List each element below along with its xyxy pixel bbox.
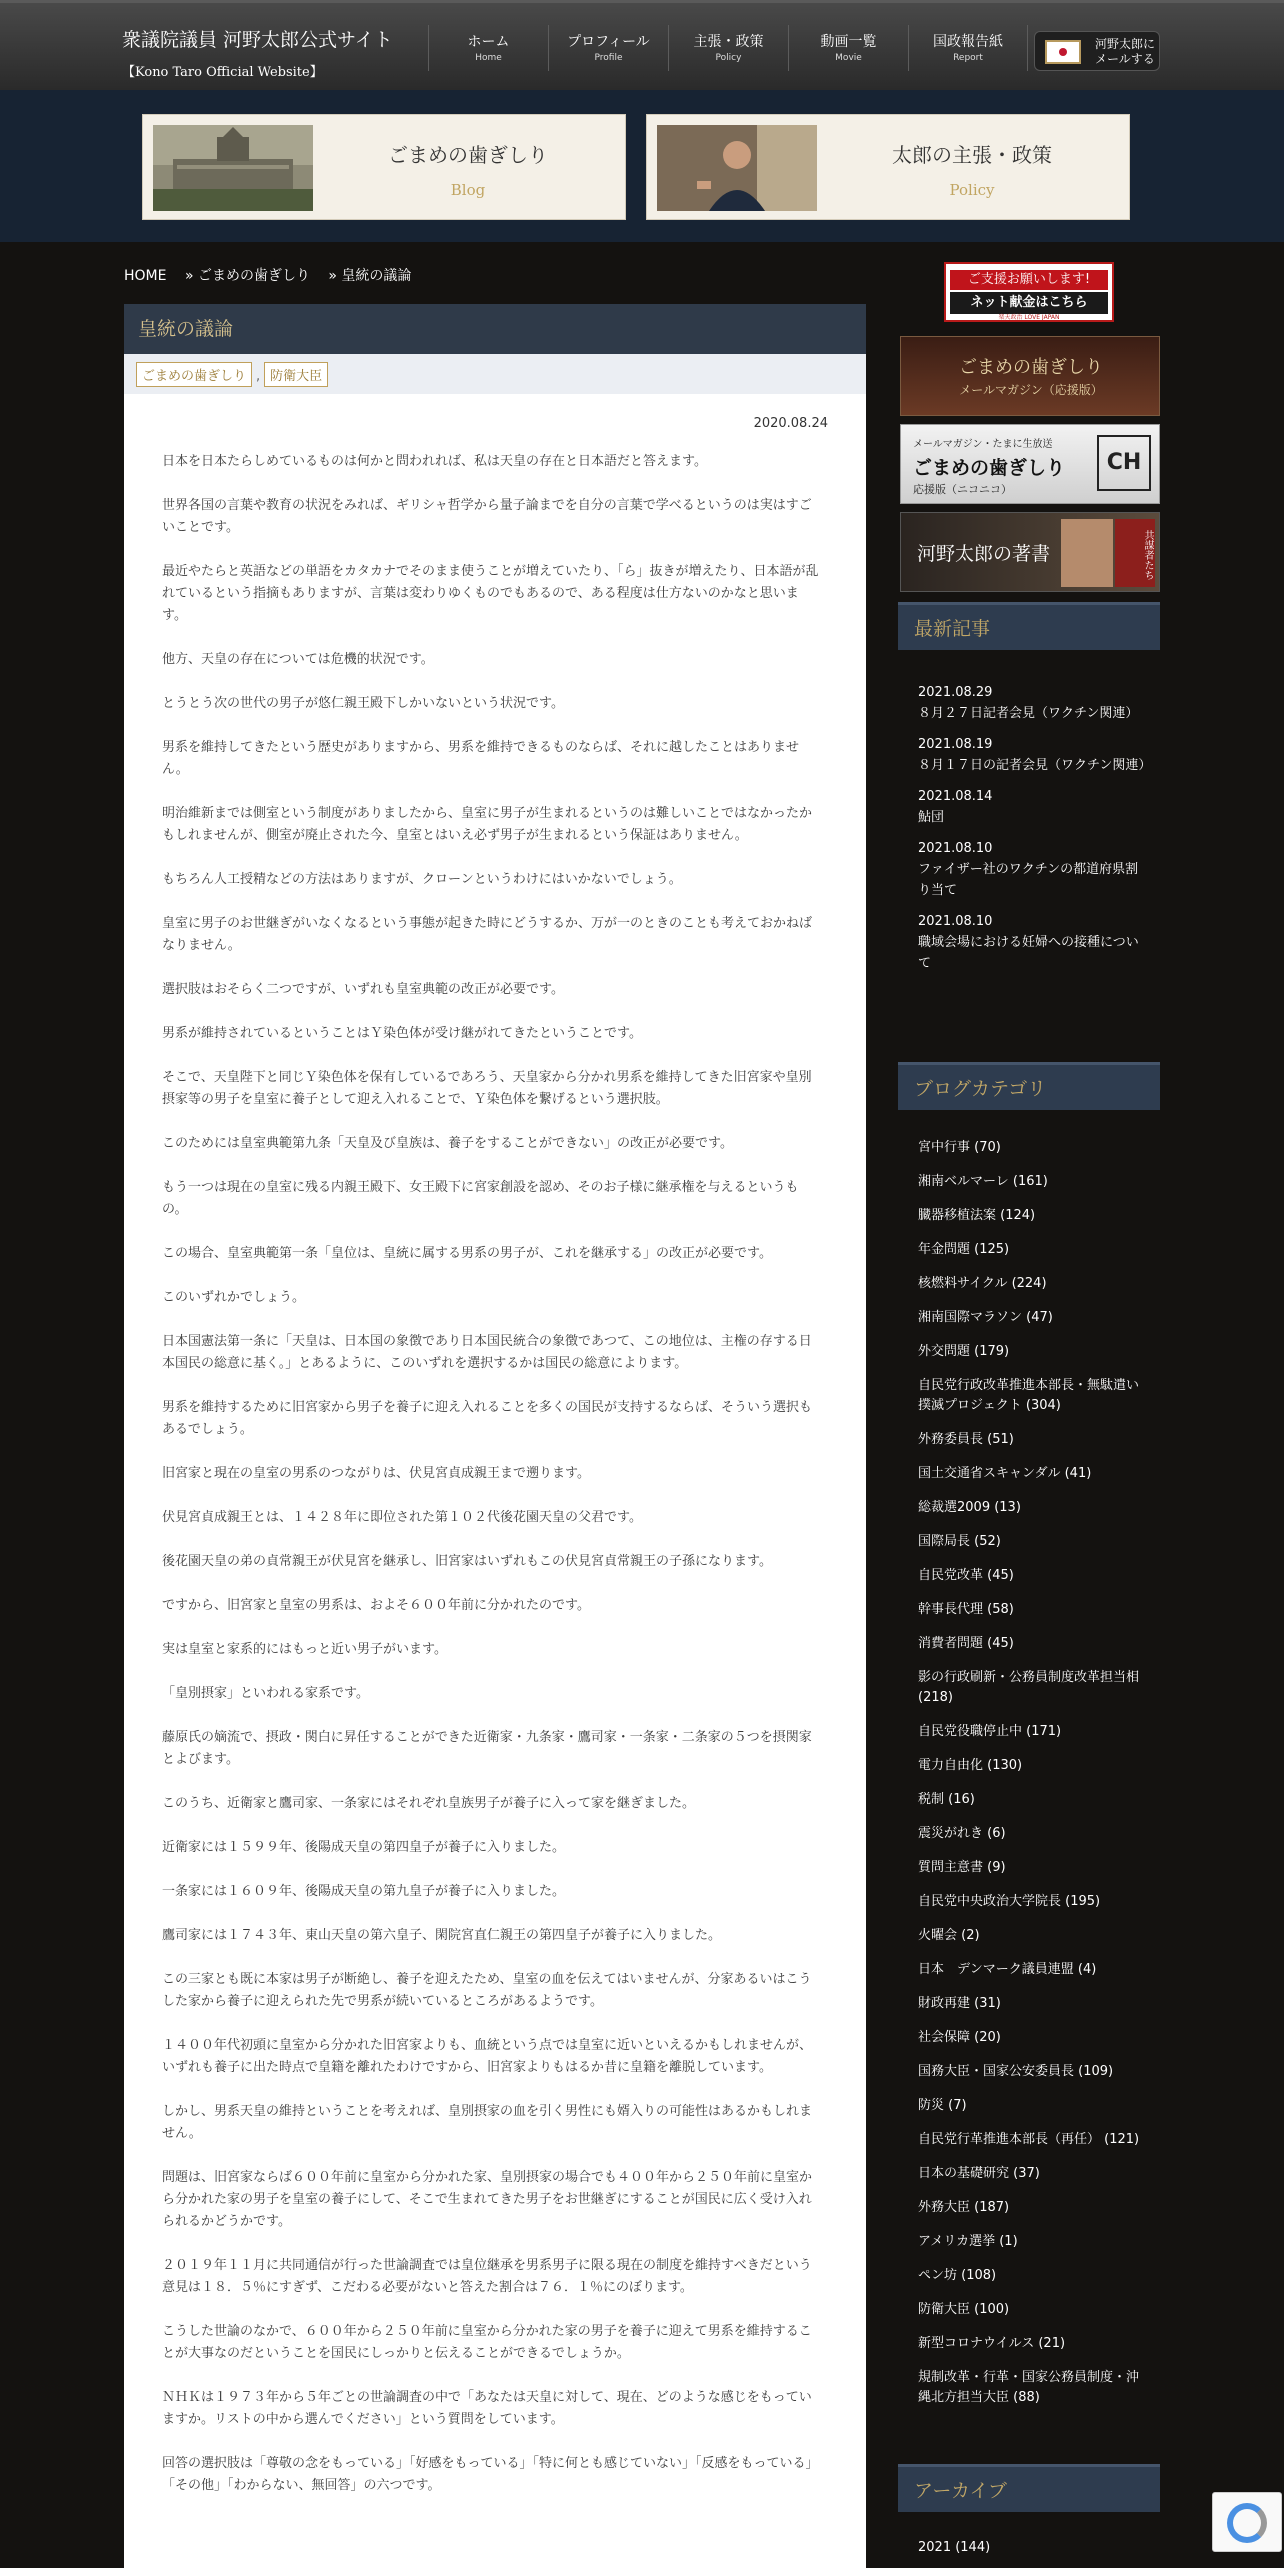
article-paragraph: 「皇別摂家」といわれる家系です。	[162, 1686, 369, 1701]
category-link[interactable]: 影の行政刷新・公務員制度改革担当相 (218)	[918, 1670, 1140, 1705]
mail-line-2: メールする	[1095, 52, 1155, 66]
recent-date: 2021.08.10	[918, 841, 993, 856]
category-link[interactable]: 税制 (16)	[918, 1792, 975, 1807]
niconico-banner[interactable]	[900, 424, 1160, 504]
recent-item[interactable]	[918, 682, 1150, 724]
policy-banner[interactable]	[646, 114, 1130, 220]
category-link[interactable]: 質問主意書 (9)	[918, 1860, 1006, 1875]
article-paragraph: 日本を日本たらしめているものは何かと問われれば、私は天皇の存在と日本語だと答えます。	[162, 454, 707, 469]
article-paragraph: ですから、旧宮家と皇室の男系は、およそ６００年前に分かれたのです。	[162, 1598, 590, 1613]
tag-defense-minister[interactable]: 防衛大臣	[264, 362, 328, 387]
article-paragraph: 男系が維持されているということはＹ染色体が受け継がれてきたということです。	[162, 1026, 642, 1041]
site-title[interactable]: 衆議院議員 河野太郎公式サイト	[122, 29, 393, 51]
category-link[interactable]: 電力自由化 (130)	[918, 1758, 1023, 1773]
category-link[interactable]: 規制改革・行革・国家公務員制度・沖縄北方担当大臣 (88)	[918, 2370, 1140, 2405]
author-photo	[1061, 519, 1113, 587]
blog-banner-sub: Blog	[450, 181, 486, 199]
category-link[interactable]: 新型コロナウイルス (21)	[918, 2336, 1066, 2351]
article-paragraph: 最近やたらと英語などの単語をカタカナでそのまま使うことが増えていたり、「ら」抜きが増えたり、日本語が乱れているという指摘もありますが、言葉は変わりゆくものでもあるので、ある程度は仕方ないのかなと思います。	[162, 564, 819, 623]
category-link[interactable]: 震災がれき (6)	[918, 1826, 1006, 1841]
niconico-title: ごまめの歯ぎしり	[913, 457, 1066, 479]
tag-bar	[124, 354, 866, 394]
book-spine: 共謀者たち	[1115, 519, 1155, 587]
site-subtitle: 【Kono Taro Official Website】	[122, 65, 323, 80]
books-title: 河野太郎の著書	[917, 543, 1051, 565]
category-link[interactable]: 防災 (7)	[918, 2098, 967, 2113]
category-link[interactable]: 臓器移植法案 (124)	[918, 1208, 1036, 1223]
nav-report[interactable]	[908, 25, 1028, 71]
article-paragraph: 男系を維持するために旧宮家から男子を養子に迎え入れることを多くの国民が支持するならば、そういう選択もあるでしょう。	[162, 1400, 813, 1437]
article-paragraph: 後花園天皇の弟の貞常親王が伏見宮を継承し、旧宮家はいずれもこの伏見宮貞常親王の子孫になります。	[162, 1554, 772, 1569]
article-paragraph: 藤原氏の嫡流で、摂政・関白に昇任することができた近衛家・九条家・鷹司家・一条家・二条家の５つを摂関家とよびます。	[162, 1730, 812, 1767]
donate-banner[interactable]	[944, 262, 1114, 322]
category-heading: ブログカテゴリ	[898, 1062, 1160, 1110]
recent-date: 2021.08.29	[918, 685, 993, 700]
books-banner[interactable]	[900, 512, 1160, 592]
category-link[interactable]: 火曜会 (2)	[918, 1928, 980, 1943]
donate-line-1: ご支援お願いします!	[950, 270, 1108, 290]
recent-title[interactable]: ファイザー社のワクチンの都道府県割り当て	[918, 862, 1139, 898]
site-header	[0, 0, 1284, 90]
mail-line-1: 河野太郎に	[1095, 37, 1156, 51]
banner-area	[0, 90, 1284, 242]
article-paragraph: このうち、近衛家と鷹司家、一条家にはそれぞれ皇族男子が養子に入って家を継ぎました。	[162, 1796, 696, 1811]
breadcrumb-home[interactable]: HOME	[124, 268, 167, 284]
nav-home-en: Home	[475, 53, 502, 63]
category-link[interactable]: 自民党行革推進本部長（再任） (121)	[918, 2132, 1140, 2147]
category-link[interactable]: 国務大臣・国家公安委員長 (109)	[918, 2064, 1114, 2079]
recent-title[interactable]: 職域会場における妊婦への接種について	[918, 935, 1139, 971]
archive-heading: アーカイブ	[898, 2464, 1160, 2512]
article-paragraph: こうした世論のなかで、６００年から２５０年前に皇室から分かれた家の男子を養子に迎えて男系を維持することが大事なのだということを国民にしっかりと伝えることができるでしょうか。	[162, 2324, 812, 2361]
mail-magazine-banner[interactable]	[900, 336, 1160, 416]
category-link[interactable]: 年金問題 (125)	[918, 1242, 1010, 1257]
recent-title[interactable]: ８月２７日記者会見（ワクチン関連）	[918, 706, 1139, 721]
tag-separator: ,	[256, 369, 261, 384]
nav-policy-en: Policy	[715, 53, 742, 63]
category-list	[918, 1138, 1150, 2422]
nav-movie-en: Movie	[835, 53, 862, 63]
recent-title[interactable]: ８月１７日の記者会見（ワクチン関連）	[918, 758, 1152, 773]
category-link[interactable]: 自民党改革 (45)	[918, 1568, 1014, 1583]
category-link[interactable]: 自民党役職停止中 (171)	[918, 1724, 1062, 1739]
category-link[interactable]: 社会保障 (20)	[918, 2030, 1001, 2045]
nav-profile-en: Profile	[594, 53, 623, 63]
category-link[interactable]: 外務委員長 (51)	[918, 1432, 1014, 1447]
donate-line-2: ネット献金はこちら	[950, 292, 1108, 314]
breadcrumb-current: » 皇統の議論	[328, 268, 412, 284]
article-paragraph: ＮＨＫは１９７３年から５年ごとの世論調査の中で「あなたは天皇に対して、現在、どのような感じをもっていますか。リストの中から選んでください」という質問をしています。	[162, 2390, 812, 2427]
page-title: 皇統の議論	[124, 304, 866, 354]
category-link[interactable]: 湘南国際マラソン (47)	[918, 1310, 1053, 1325]
niconico-ch-logo: CH	[1097, 435, 1151, 491]
recaptcha-badge[interactable]	[1212, 2492, 1282, 2552]
nav-profile-label: プロフィール	[567, 34, 650, 50]
tag-blog[interactable]: ごまめの歯ぎしり	[136, 362, 252, 387]
article-paragraph: 世界各国の言葉や教育の状況をみれば、ギリシャ哲学から量子論までを自分の言葉で学べるというのは実はすごいことです。	[162, 498, 812, 535]
article-paragraph: 選択肢はおそらく二つですが、いずれも皇室典範の改正が必要です。	[162, 982, 564, 997]
article-paragraph: 実は皇室と家系的にはもっと近い男子がいます。	[162, 1642, 447, 1657]
category-link[interactable]: 幹事長代理 (58)	[918, 1602, 1014, 1617]
article-main	[124, 304, 866, 2568]
blog-banner[interactable]	[142, 114, 626, 220]
recent-heading: 最新記事	[898, 602, 1160, 650]
recent-item[interactable]	[918, 838, 1150, 901]
category-link[interactable]: 国際局長 (52)	[918, 1534, 1001, 1549]
nav-home-label: ホーム	[467, 34, 510, 50]
nav-profile[interactable]	[548, 25, 668, 71]
blog-banner-title: ごまめの歯ぎしり	[388, 143, 548, 167]
category-link[interactable]: 日本の基礎研究 (37)	[918, 2166, 1040, 2181]
category-link[interactable]: ペン坊 (108)	[918, 2268, 997, 2283]
article-paragraph: とうとう次の世代の男子が悠仁親王殿下しかいないという状況です。	[162, 696, 564, 711]
article-paragraph: 伏見宮貞成親王とは、１４２８年に即位された第１０２代後花園天皇の父君です。	[162, 1510, 642, 1525]
recent-list	[918, 682, 1150, 984]
category-link[interactable]: 核燃料サイクル (224)	[918, 1276, 1047, 1291]
japan-flag-icon	[1045, 40, 1081, 64]
recent-item[interactable]	[918, 786, 1150, 828]
article-paragraph: 近衛家には１５９９年、後陽成天皇の第四皇子が養子に入りました。	[162, 1840, 566, 1855]
breadcrumb	[124, 265, 425, 285]
article-paragraph: もう一つは現在の皇室に残る内親王殿下、女王殿下に宮家創設を認め、そのお子様に継承権を与えるというもの。	[162, 1180, 799, 1217]
article-paragraph: このいずれかでしょう。	[162, 1290, 306, 1305]
recent-date: 2021.08.19	[918, 737, 993, 752]
article-paragraph: この三家とも既に本家は男子が断絶し、養子を迎えたため、皇室の血を伝えてはいませんが、分家あるいはこうした家から養子に迎えられた先で男系が続いているところがあるようです。	[162, 1972, 812, 2009]
portrait-photo	[657, 125, 817, 211]
category-link[interactable]: 自民党行政改革推進本部長・無駄遣い撲滅プロジェクト (304)	[918, 1378, 1140, 1413]
donate-line-3: 楽天政治 LOVE JAPAN	[998, 314, 1060, 321]
article-paragraph: 明治維新までは側室という制度がありましたから、皇室に男子が生まれるというのは難しいことではなかったかもしれませんが、側室が廃止された今、皇室とはいえ必ず男子が生まれるという保証はありません。	[162, 806, 813, 843]
category-link[interactable]: 自民党中央政治大学院長 (195)	[918, 1894, 1101, 1909]
article-paragraph: ２０１９年１１月に共同通信が行った世論調査では皇位継承を男系男子に限る現在の制度を維持すべきだという意見は１８．５％にすぎず、こだわる必要がないと答えた割合は７６．１％にのぼります。	[162, 2258, 812, 2295]
recent-date: 2021.08.10	[918, 914, 993, 929]
category-link[interactable]: 国土交通省スキャンダル (41)	[918, 1466, 1092, 1481]
recent-date: 2021.08.14	[918, 789, 993, 804]
policy-banner-sub: Policy	[949, 181, 995, 199]
article-paragraph: 皇室に男子のお世継ぎがいなくなるという事態が起きた時にどうするか、万が一のときのことも考えておかねばなりません。	[162, 916, 813, 953]
archive-link[interactable]: 2021 (144)	[918, 2540, 991, 2555]
nav-report-en: Report	[953, 53, 983, 63]
recent-title[interactable]: 鮎団	[918, 810, 945, 825]
category-link[interactable]: 外交問題 (179)	[918, 1344, 1010, 1359]
nav-movie[interactable]	[788, 25, 908, 71]
category-link[interactable]: 日本 デンマーク議員連盟 (4)	[918, 1962, 1097, 1977]
mail-magazine-title: ごまめの歯ぎしり	[959, 357, 1103, 378]
category-link[interactable]: 湘南ベルマーレ (161)	[918, 1174, 1048, 1189]
recent-item[interactable]	[918, 734, 1150, 776]
post-date: 2020.08.24	[753, 416, 828, 431]
category-link[interactable]: 財政再建 (31)	[918, 1996, 1001, 2011]
article-paragraph: そこで、天皇陛下と同じＹ染色体を保有しているであろう、天皇家から分かれ男系を維持してきた旧宮家や皇別摂家等の男子を皇室に養子として迎え入れることで、Ｙ染色体を繋げるという選択肢。	[162, 1070, 812, 1107]
archive-list	[918, 2538, 1150, 2568]
nav-home[interactable]	[428, 25, 548, 71]
article-paragraph: この場合、皇室典範第一条「皇位は、皇統に属する男系の男子が、これを継承する」の改正が必要です。	[162, 1246, 772, 1261]
article-paragraph: 男系を維持してきたという歴史がありますから、男系を維持できるものならば、それに越したことはありません。	[162, 740, 800, 777]
article-paragraph: 日本国憲法第一条に「天皇は、日本国の象徴であり日本国民統合の象徴であつて、この地位は、主権の存する日本国民の総意に基く。」とあるように、このいずれを選択するかは国民の総意によります。	[162, 1334, 812, 1371]
mail-magazine-sub: メールマガジン（応援版）	[959, 383, 1103, 397]
article-paragraph: 問題は、旧宮家ならば６００年前に皇室から分かれた家、皇別摂家の場合でも４００年から２５０年前に皇室から分かれた家の男子を皇室の養子にして、そこで生まれてきた男子をお世継ぎにすることが国民に広く受け入れられるかどうかです。	[162, 2170, 813, 2229]
category-link[interactable]: 外務大臣 (187)	[918, 2200, 1010, 2215]
article-paragraph: 鷹司家には１７４３年、東山天皇の第六皇子、閑院宮直仁親王の第四皇子が養子に入りました。	[162, 1928, 722, 1943]
mail-button[interactable]	[1034, 31, 1160, 71]
category-link[interactable]: 防衛大臣 (100)	[918, 2302, 1010, 2317]
article-paragraph: 回答の選択肢は「尊敬の念をもっている」「好感をもっている」「特に何とも感じていない」「反感をもっている」「その他」「わからない、無回答」の六つです。	[162, 2456, 819, 2493]
article-paragraph: もちろん人工授精などの方法はありますが、クローンというわけにはいかないでしょう。	[162, 872, 682, 887]
nav-movie-label: 動画一覧	[820, 34, 877, 50]
article-paragraph: このためには皇室典範第九条「天皇及び皇族は、養子をすることができない」の改正が必要です。	[162, 1136, 733, 1151]
nav-report-label: 国政報告紙	[933, 34, 1003, 50]
breadcrumb-blog[interactable]: » ごまめの歯ぎしり	[184, 268, 310, 284]
niconico-top: メールマガジン・たまに生放送	[913, 439, 1053, 450]
article-paragraph: 一条家には１６０９年、後陽成天皇の第九皇子が養子に入りました。	[162, 1884, 566, 1899]
nav-policy[interactable]	[668, 25, 788, 71]
recent-item[interactable]	[918, 911, 1150, 974]
article-body	[162, 451, 822, 2519]
policy-banner-title: 太郎の主張・政策	[892, 143, 1052, 167]
article-paragraph: １４００年代初頭に皇室から分かれた旧宮家よりも、血統という点では皇室に近いといえるかもしれませんが、いずれも養子に出た時点で皇籍を離れたわけですから、旧宮家よりもはるか昔に皇籍を離脱しています。	[162, 2038, 813, 2075]
mail-button-label	[1095, 37, 1155, 67]
category-link[interactable]: 宮中行事 (70)	[918, 1140, 1001, 1155]
article-paragraph: 旧宮家と現在の皇室の男系のつながりは、伏見宮貞成親王まで遡ります。	[162, 1466, 590, 1481]
recaptcha-icon	[1227, 2503, 1267, 2543]
category-link[interactable]: 消費者問題 (45)	[918, 1636, 1014, 1651]
category-link[interactable]: 総裁選2009 (13)	[918, 1500, 1021, 1515]
niconico-sub: 応援版（ニコニコ）	[913, 483, 1012, 496]
diet-building-image	[153, 125, 313, 211]
article-paragraph: 他方、天皇の存在については危機的状況です。	[162, 652, 434, 667]
nav-policy-label: 主張・政策	[693, 34, 764, 50]
article-paragraph: しかし、男系天皇の維持ということを考えれば、皇別摂家の血を引く男性にも婿入りの可能性はあるかもしれません。	[162, 2104, 813, 2141]
category-link[interactable]: アメリカ選挙 (1)	[918, 2234, 1018, 2249]
